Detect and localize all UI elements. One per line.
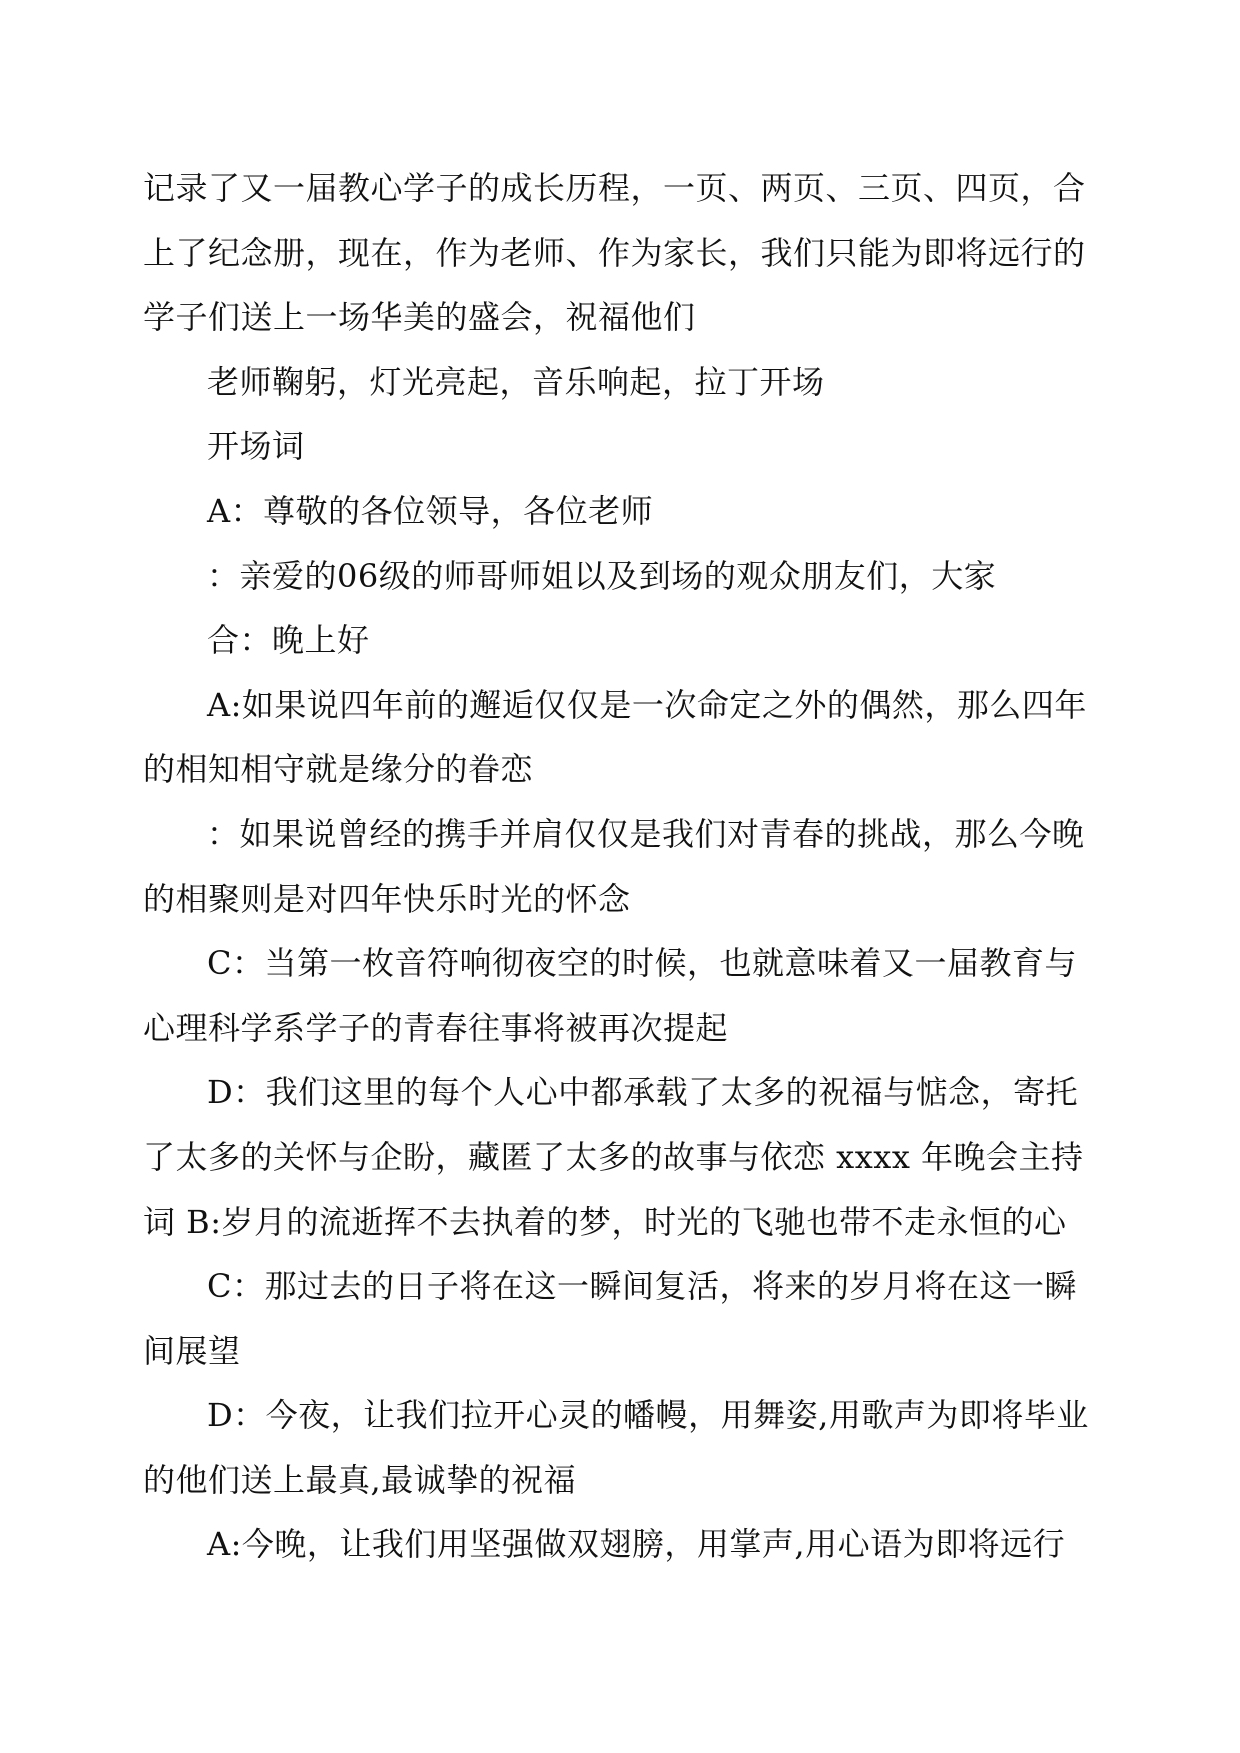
- paragraph: A：尊敬的各位领导，各位老师: [207, 491, 654, 530]
- paragraph: C：当第一枚音符响彻夜空的时候，也就意味着又一届教育与心理科学系学子的青春往事将被再次提起: [143, 944, 1077, 1047]
- paragraph: D：我们这里的每个人心中都承载了太多的祝福与惦念，寄托了太多的关怀与企盼，藏匿了太多的故事与依恋 xxxx 年晚会主持词 B:岁月的流逝挥不去执着的梦，时光的飞驰也带不走永恒的心: [143, 1073, 1084, 1241]
- paragraph: C：那过去的日子将在这一瞬间复活，将来的岁月将在这一瞬间展望: [143, 1267, 1077, 1370]
- paragraph: 记录了又一届教心学子的成长历程，一页、两页、三页、四页，合上了纪念册，现在，作为老师、作为家长，我们只能为即将远行的学子们送上一场华美的盛会，祝福他们: [143, 169, 1086, 337]
- paragraph: 合：晚上好: [207, 621, 370, 660]
- paragraph: A:今晚，让我们用坚强做双翅膀，用掌声,用心语为即将远行: [207, 1525, 1066, 1564]
- paragraph: ：亲爱的06级的师哥师姐以及到场的观众朋友们，大家: [207, 556, 997, 595]
- paragraph: D：今夜，让我们拉开心灵的幡幔，用舞姿,用歌声为即将毕业的他们送上最真,最诚挚的祝福: [143, 1396, 1089, 1499]
- paragraph: ：如果说曾经的携手并肩仅仅是我们对青春的挑战，那么今晚的相聚则是对四年快乐时光的怀念: [143, 814, 1085, 918]
- paragraph: 老师鞠躬，灯光亮起，音乐响起，拉丁开场: [207, 362, 825, 401]
- paragraph: 开场词: [207, 427, 305, 466]
- paragraph: A:如果说四年前的邂逅仅仅是一次命定之外的偶然，那么四年的相知相守就是缘分的眷恋: [143, 685, 1087, 789]
- document-body: [143, 156, 1103, 1577]
